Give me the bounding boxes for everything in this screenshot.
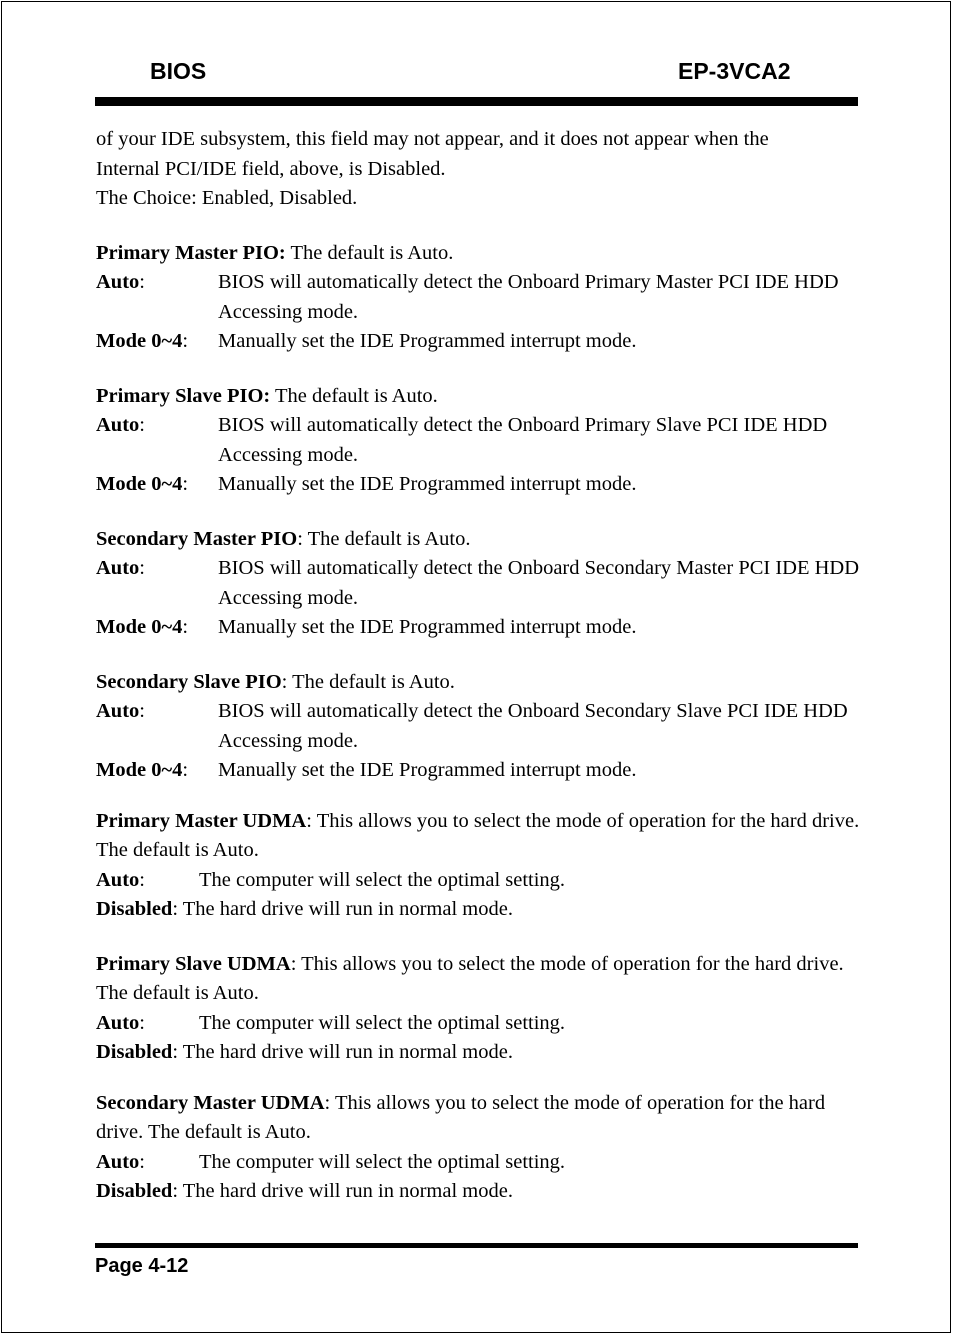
option-description: : The hard drive will run in normal mode.: [172, 898, 513, 920]
option-description: The computer will select the optimal setting.: [199, 1011, 566, 1034]
option-disabled: [96, 1038, 860, 1068]
option-description: BIOS will automatically detect the Onboard Primary Slave PCI IDE HDD Accessing mode.: [218, 414, 828, 466]
option-label: Auto:: [96, 1011, 145, 1034]
section-primary-slave-udma: [96, 950, 860, 1068]
intro-line: Internal PCI/IDE field, above, is Disabled.: [96, 157, 446, 180]
section-title: Secondary Master PIO: [96, 527, 298, 550]
section-description: : This allows you to select the mode of operation for the hard drive. The default is Auto.: [96, 1091, 826, 1143]
option-description: BIOS will automatically detect the Onboard Secondary Master PCI IDE HDD Accessing mode.: [218, 557, 860, 609]
section-heading: [96, 239, 860, 269]
choice-line: The Choice: Enabled, Disabled.: [96, 187, 358, 209]
option-label: Auto:: [96, 700, 145, 722]
option-label: Mode 0~4:: [96, 330, 189, 352]
section-title: Primary Master PIO:: [96, 241, 286, 264]
intro-block: [96, 125, 860, 214]
option-label: Mode 0~4:: [96, 473, 189, 495]
option-auto: [96, 1009, 860, 1039]
section-default: The default is Auto.: [285, 241, 454, 264]
option-mode: [96, 756, 860, 786]
option-auto: [96, 866, 860, 896]
section-default: : The default is Auto.: [281, 670, 455, 693]
option-description: The computer will select the optimal setting.: [199, 1150, 566, 1173]
section-default: The default is Auto.: [270, 384, 438, 407]
header-model-name: EP-3VCA2: [678, 58, 791, 84]
section-title: Secondary Slave PIO: [96, 670, 282, 693]
option-mode: [96, 613, 860, 643]
option-disabled: [96, 1177, 860, 1207]
section-title: Secondary Master UDMA: [96, 1091, 325, 1114]
intro-line: of your IDE subsystem, this field may not appear, and it does not appear when the: [96, 128, 769, 150]
section-title: Primary Slave UDMA: [96, 952, 291, 975]
section-heading: [96, 1089, 860, 1148]
section-secondary-master-udma: [96, 1089, 860, 1207]
option-mode: [96, 470, 860, 500]
option-label: Mode 0~4:: [96, 616, 189, 638]
section-secondary-master-pio: [96, 525, 860, 643]
option-description: : The hard drive will run in normal mode.: [172, 1041, 513, 1063]
option-mode: [96, 327, 860, 357]
option-description: Manually set the IDE Programmed interrupt mode.: [218, 759, 637, 781]
option-auto: [96, 554, 860, 613]
option-description: Manually set the IDE Programmed interrupt mode.: [218, 473, 637, 495]
option-label: Auto:: [96, 414, 145, 436]
section-primary-master-udma: [96, 807, 860, 925]
option-label: Disabled: [96, 898, 173, 920]
header-rule: [95, 97, 858, 106]
section-heading: [96, 668, 860, 698]
option-description: Manually set the IDE Programmed interrupt mode.: [218, 616, 637, 638]
option-description: The computer will select the optimal setting.: [199, 868, 566, 891]
section-default: : The default is Auto.: [297, 527, 471, 550]
footer-rule: [95, 1243, 858, 1248]
option-label: Auto:: [96, 271, 145, 293]
option-description: : The hard drive will run in normal mode.: [172, 1180, 513, 1202]
section-secondary-slave-pio: [96, 668, 860, 786]
section-heading: [96, 950, 860, 1009]
option-auto: [96, 411, 860, 470]
section-description: : This allows you to select the mode of operation for the hard drive. The default is Auto.: [96, 952, 844, 1004]
section-primary-master-pio: [96, 239, 860, 357]
option-label: Disabled: [96, 1180, 173, 1202]
section-heading: [96, 382, 860, 412]
option-label: Disabled: [96, 1041, 173, 1063]
option-auto: [96, 697, 860, 756]
section-heading: [96, 525, 860, 555]
page-number: Page 4-12: [95, 1255, 189, 1277]
option-auto: [96, 1148, 860, 1178]
option-disabled: [96, 895, 860, 925]
option-label: Mode 0~4:: [96, 759, 189, 781]
section-description: : This allows you to select the mode of operation for the hard drive. The default is Auto.: [96, 809, 860, 861]
option-label: Auto:: [96, 868, 145, 891]
option-description: BIOS will automatically detect the Onboard Primary Master PCI IDE HDD Accessing mode.: [218, 271, 839, 323]
option-auto: [96, 268, 860, 327]
section-title: Primary Master UDMA: [96, 809, 307, 832]
header-section-title: BIOS: [150, 58, 207, 84]
section-primary-slave-pio: [96, 382, 860, 500]
page-content: [96, 125, 860, 1207]
section-title: Primary Slave PIO:: [96, 384, 271, 407]
option-label: Auto:: [96, 557, 145, 579]
option-description: Manually set the IDE Programmed interrupt mode.: [218, 330, 637, 352]
option-label: Auto:: [96, 1150, 145, 1173]
section-heading: [96, 807, 860, 866]
option-description: BIOS will automatically detect the Onboard Secondary Slave PCI IDE HDD Accessing mode.: [218, 700, 848, 752]
